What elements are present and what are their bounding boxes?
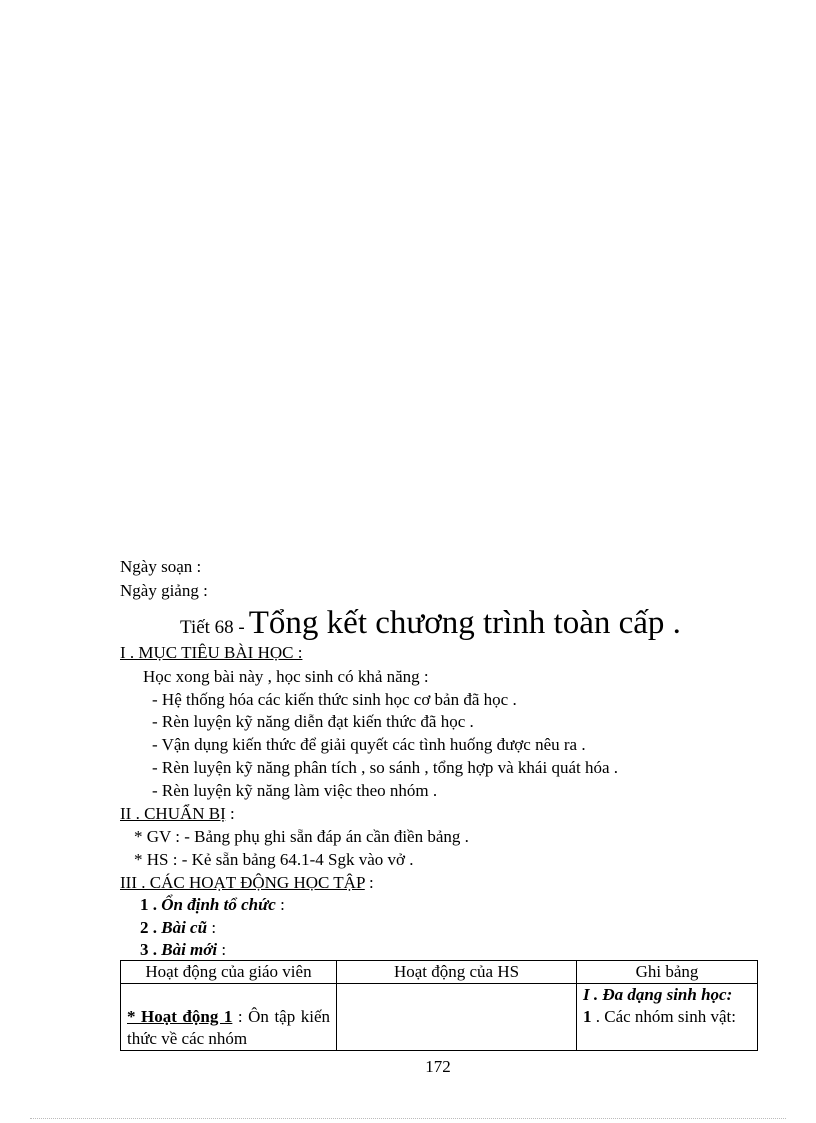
step-item bbox=[140, 940, 226, 960]
step-suffix: : bbox=[275, 895, 285, 914]
section1-intro: Học xong bài này , học sinh có khả năng : bbox=[143, 667, 429, 686]
step-label: Bài cũ bbox=[161, 918, 208, 937]
prep-teacher: * GV : - Bảng phụ ghi sẵn đáp án cần điền bảng . bbox=[134, 827, 469, 846]
table-row bbox=[121, 984, 758, 1051]
table-header-row bbox=[121, 961, 758, 984]
header-teacher: Hoạt động của giáo viên bbox=[121, 961, 337, 984]
section2-colon: : bbox=[225, 804, 235, 823]
lesson-number: Tiết 68 - bbox=[180, 617, 245, 638]
activity-text: : Ôn tập kiến thức về các nhóm bbox=[127, 1007, 331, 1048]
objective-item: - Rèn luyện kỹ năng làm việc theo nhóm . bbox=[152, 781, 438, 800]
prep-student: * HS : - Kẻ sẵn bảng 64.1-4 Sgk vào vở . bbox=[134, 850, 414, 869]
step-suffix: : bbox=[207, 918, 217, 937]
header-student: Hoạt động của HS bbox=[337, 961, 577, 984]
teach-date: Ngày giảng : bbox=[120, 581, 208, 600]
lesson-plan-table bbox=[120, 960, 758, 1051]
prep-date: Ngày soạn : bbox=[120, 557, 202, 576]
board-heading: I . Đa dạng sinh học: bbox=[583, 985, 733, 1004]
activity-label: * Hoạt động 1 bbox=[127, 1007, 233, 1026]
footer-divider bbox=[30, 1118, 786, 1119]
board-cell bbox=[577, 984, 758, 1051]
objective-item: - Rèn luyện kỹ năng diễn đạt kiến thức đã học . bbox=[152, 712, 474, 731]
step-suffix: : bbox=[217, 940, 227, 959]
objective-item: - Hệ thống hóa các kiến thức sinh học cơ bản đã học . bbox=[152, 690, 517, 709]
board-number: 1 bbox=[583, 1007, 592, 1026]
section2-heading: II . CHUẨN BỊ bbox=[120, 804, 226, 823]
step-item bbox=[140, 918, 216, 938]
objective-item: - Vận dụng kiến thức để giải quyết các tình huống được nêu ra . bbox=[152, 735, 586, 754]
header-board: Ghi bảng bbox=[577, 961, 758, 984]
step-number: 3 . bbox=[140, 940, 157, 959]
step-number: 1 . bbox=[140, 895, 157, 914]
step-label: Bài mới bbox=[161, 940, 218, 959]
section3-heading: III . CÁC HOẠT ĐỘNG HỌC TẬP bbox=[120, 873, 365, 892]
teacher-activity-cell bbox=[121, 984, 337, 1051]
student-activity-cell bbox=[337, 984, 577, 1051]
step-number: 2 . bbox=[140, 918, 157, 937]
objective-item: - Rèn luyện kỹ năng phân tích , so sánh , tổng hợp và khái quát hóa . bbox=[152, 758, 619, 777]
step-label: Ổn định tổ chức bbox=[161, 895, 276, 914]
section2-heading-line bbox=[120, 804, 235, 824]
section3-colon: : bbox=[364, 873, 374, 892]
page-number: 172 bbox=[425, 1057, 451, 1076]
lesson-name: Tổng kết chương trình toàn cấp . bbox=[248, 605, 681, 641]
step-item bbox=[140, 895, 285, 915]
board-text: . Các nhóm sinh vật: bbox=[591, 1007, 736, 1026]
section1-heading: I . MỤC TIÊU BÀI HỌC : bbox=[120, 643, 303, 662]
section3-heading-line bbox=[120, 873, 374, 893]
